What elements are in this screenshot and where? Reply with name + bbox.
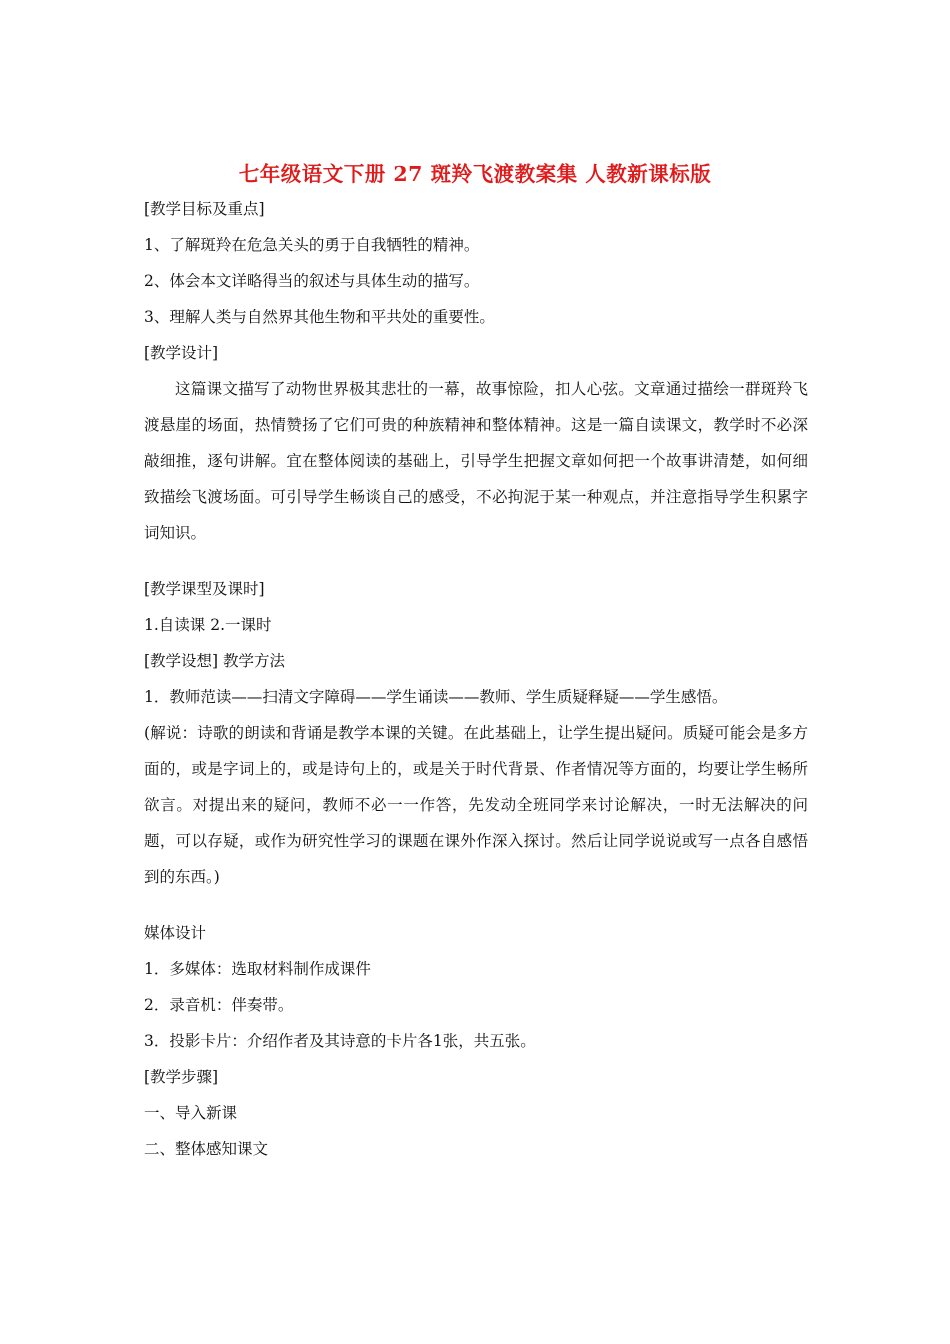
lesson-type-heading: [教学课型及课时]	[144, 580, 265, 598]
step-item-1: 一、导入新课	[144, 1104, 238, 1122]
steps-heading: [教学步骤]	[144, 1068, 219, 1086]
design-paragraph: 这篇课文描写了动物世界极其悲壮的一幕，故事惊险，扣人心弦。文章通过描绘一群斑羚飞渡悬崖的场面，热情赞扬了它们可贵的种族精神和整体精神。这是一篇自读课文，教学时不必深敲细推，逐句讲解。宜在整体阅读的基础上，引导学生把握文章如何把一个故事讲清楚，如何细致描绘飞渡场面。可引导学生畅谈自己的感受，不必拘泥于某一种观点，并注意指导学生积累字词知识。	[144, 380, 808, 542]
design-heading: [教学设计]	[144, 344, 219, 362]
objective-item-1: 1、了解斑羚在危急关头的勇于自我牺牲的精神。	[144, 236, 480, 254]
objective-item-3: 3、理解人类与自然界其他生物和平共处的重要性。	[144, 308, 495, 326]
method-note: (解说：诗歌的朗读和背诵是教学本课的关键。在此基础上，让学生提出疑问。质疑可能会是多方面的，或是字词上的，或是诗句上的，或是关于时代背景、作者情况等方面的，均要让学生畅所欲言。对提出来的疑问，教师不必一一作答，先发动全班同学来讨论解决，一时无法解决的问题，可以存疑，或作为研究性学习的课题在课外作深入探讨。然后让同学说说或写一点各自感悟到的东西。)	[144, 724, 808, 886]
method-step: 1．教师范读——扫清文字障碍——学生诵读——教师、学生质疑释疑——学生感悟。	[144, 688, 728, 706]
media-item-2: 2．录音机：伴奏带。	[144, 996, 294, 1014]
media-heading: 媒体设计	[144, 924, 207, 942]
lesson-type-text: 1.自读课 2.一课时	[144, 616, 272, 634]
document-title: 七年级语文下册 27 斑羚飞渡教案集 人教新课标版	[238, 162, 712, 186]
step-item-2: 二、整体感知课文	[144, 1140, 269, 1158]
media-item-1: 1．多媒体：选取材料制作成课件	[144, 960, 371, 978]
method-heading: [教学设想] 教学方法	[144, 652, 286, 670]
objectives-heading: [教学目标及重点]	[144, 200, 265, 218]
media-item-3: 3．投影卡片：介绍作者及其诗意的卡片各1张，共五张。	[144, 1032, 536, 1050]
objective-item-2: 2、体会本文详略得当的叙述与具体生动的描写。	[144, 272, 480, 290]
